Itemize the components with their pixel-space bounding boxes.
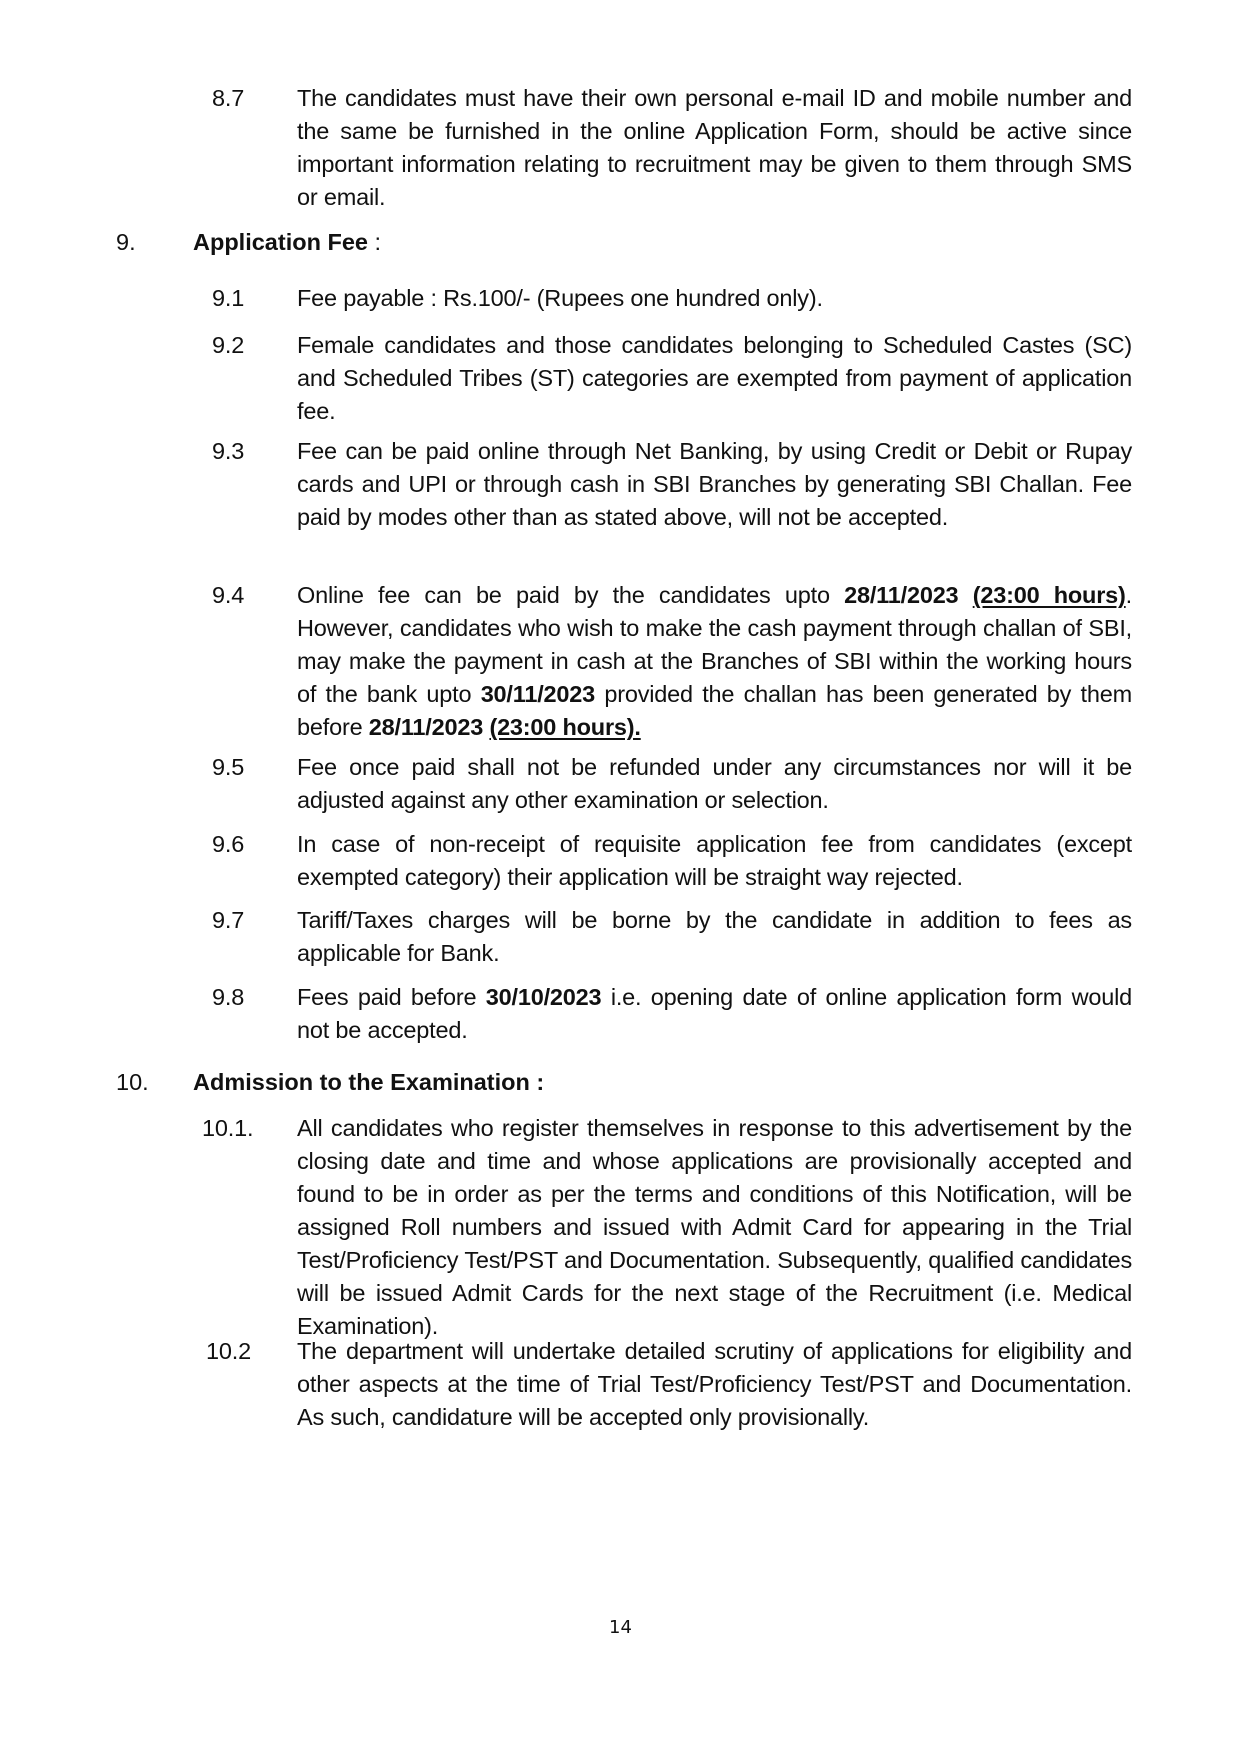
clause-number: 9.5 [212,754,245,780]
clause-text: Fee once paid shall not be refunded under any circumstances nor will it be adjusted against any other examination or selection. [297,754,1132,813]
text-run: Fees paid before [297,984,486,1010]
online-fee-deadline-date: 28/11/2023 [844,582,959,608]
clause-text: Tariff/Taxes charges will be borne by the candidate in addition to fees as applicable for Bank. [297,907,1132,966]
challan-generation-deadline-time: (23:00 hours). [489,714,641,740]
clause-text: Female candidates and those candidates belonging to Scheduled Castes (SC) and Scheduled Tribes (ST) categories are exempted from payment of application fee. [297,332,1132,424]
page-number: 14 [609,1617,632,1638]
clause-text: Fee payable : Rs.100/- (Rupees one hundred only). [297,285,823,311]
clause-number: 9.4 [212,582,245,608]
clause-number: 9.2 [212,332,245,358]
clause-number: 9.7 [212,907,245,933]
section-title-suffix: : [367,229,382,255]
cash-payment-deadline-date: 30/11/2023 [480,681,596,707]
clause-text: In case of non-receipt of requisite application fee from candidates (except exempted category) their application will be straight way rejected. [297,831,1132,890]
section-number: 10. [116,1069,149,1095]
opening-date: 30/10/2023 [485,984,602,1010]
text-run: provided the challan has been generated by them before [297,681,1132,740]
clause-text: Fee can be paid online through Net Banking, by using Credit or Debit or Rupay cards and UPI or through cash in SBI Branches by generating SBI Challan. Fee paid by modes other than as stated above, will not be accepted. [297,438,1132,530]
challan-generation-deadline-date: 28/11/2023 [368,714,484,740]
clause-number: 9.8 [212,984,245,1010]
online-fee-deadline-time: (23:00 hours) [972,582,1126,608]
clause-number: 10.2 [206,1338,251,1364]
clause-number: 8.7 [212,85,245,111]
clause-text [297,981,1132,1047]
section-title: Admission to the Examination : [193,1069,545,1095]
text-run [958,582,972,608]
clause-number: 9.6 [212,831,245,857]
clause-number: 9.1 [212,285,245,311]
text-run: i.e. opening date of online application form would not be accepted. [297,984,1132,1043]
clause-text [297,579,1132,744]
text-run: . However, candidates who wish to make the cash payment through challan of SBI, may make the payment in cash at the Branches of SBI within the working hours of the bank upto [297,582,1132,707]
clause-text: All candidates who register themselves in response to this advertisement by the closing date and time and whose applications are provisionally accepted and found to be in order as per the terms and conditions of this Notification, will be assigned Roll numbers and issued with Admit Card for appearing in the Trial Test/Proficiency Test/PST and Documentation. Subsequently, qualified candidates will be issued Admit Cards for the next stage of the Recruitment (i.e. Medical Examination). [297,1115,1132,1339]
clause-text: The candidates must have their own personal e-mail ID and mobile number and the same be furnished in the online Application Form, should be active since important information relating to recruitment may be given to them through SMS or email. [297,85,1132,210]
section-number: 9. [116,229,136,255]
section-title: Application Fee [193,229,368,255]
clause-number: 9.3 [212,438,245,464]
text-run: Online fee can be paid by the candidates upto [297,582,845,608]
clause-number: 10.1. [202,1115,254,1141]
clause-text: The department will undertake detailed scrutiny of applications for eligibility and other aspects at the time of Trial Test/Proficiency Test/PST and Documentation. As such, candidature will be accepted only provisionally. [297,1338,1132,1430]
